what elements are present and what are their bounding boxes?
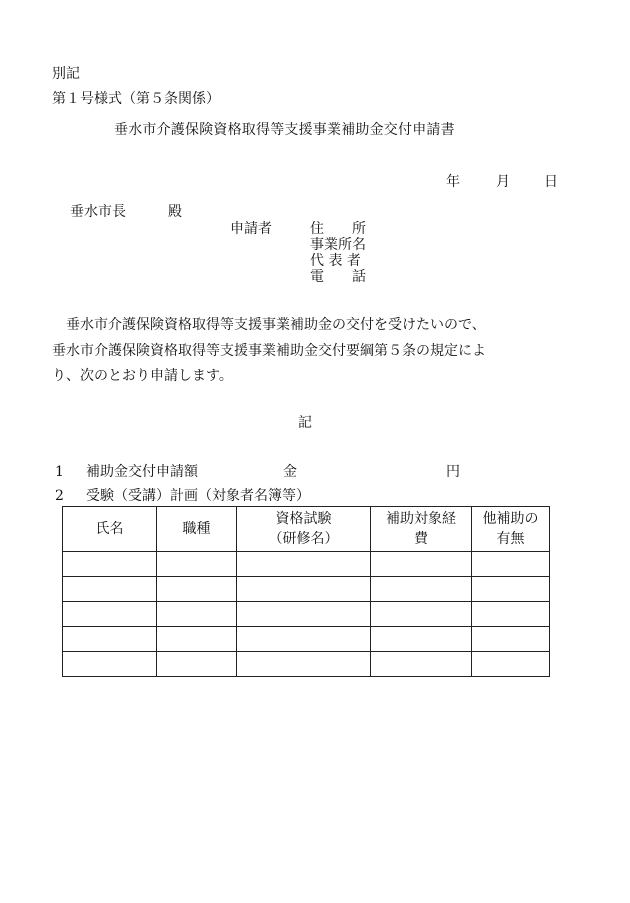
table-header-row [63, 507, 550, 552]
table-cell[interactable] [371, 602, 472, 627]
header-qualification-exam: 資格試験 （研修名） [237, 507, 371, 552]
table-cell[interactable] [472, 627, 550, 652]
table-cell[interactable] [472, 652, 550, 677]
table-cell[interactable] [237, 602, 371, 627]
table-row [63, 602, 550, 627]
table-row [63, 577, 550, 602]
plan-table [62, 506, 550, 677]
table-cell[interactable] [63, 652, 157, 677]
item1-unit: 円 [446, 464, 460, 480]
table-row [63, 627, 550, 652]
body-line-1: 垂水市介護保険資格取得等支援事業補助金の交付を受けたいので、 [52, 317, 486, 333]
table-cell[interactable] [63, 577, 157, 602]
table-cell[interactable] [371, 652, 472, 677]
table-cell[interactable] [63, 602, 157, 627]
business-name-label: 事業所名 [310, 237, 366, 253]
item2-number: 2 [55, 488, 64, 504]
header-other-subsidy: 他補助の 有無 [472, 507, 550, 552]
honorific: 殿 [168, 204, 182, 220]
table-cell[interactable] [157, 577, 237, 602]
document-title: 垂水市介護保険資格取得等支援事業補助金交付申請書 [114, 122, 455, 138]
form-number: 第１号様式（第５条関係） [52, 91, 220, 107]
ki-heading: 記 [298, 415, 312, 431]
item1-currency-prefix: 金 [283, 464, 297, 480]
body-line-2: 垂水市介護保険資格取得等支援事業補助金交付要綱第５条の規定によ [52, 343, 486, 359]
table-cell[interactable] [371, 552, 472, 577]
table-cell[interactable] [237, 577, 371, 602]
table-cell[interactable] [157, 552, 237, 577]
table-cell[interactable] [63, 627, 157, 652]
date-day: 日 [544, 174, 558, 190]
table-cell[interactable] [472, 552, 550, 577]
address-label: 住 所 [310, 221, 366, 237]
table-cell[interactable] [472, 602, 550, 627]
item1-label: 補助金交付申請額 [86, 464, 198, 480]
table-cell[interactable] [63, 552, 157, 577]
item1-number: 1 [55, 464, 64, 480]
table-cell[interactable] [371, 627, 472, 652]
date-month: 月 [496, 174, 510, 190]
table-cell[interactable] [237, 552, 371, 577]
table-cell[interactable] [157, 652, 237, 677]
table-cell[interactable] [472, 577, 550, 602]
table-cell[interactable] [237, 627, 371, 652]
header-occupation: 職種 [157, 507, 237, 552]
table-row [63, 652, 550, 677]
phone-label: 電 話 [310, 269, 366, 285]
annex-label: 別記 [52, 66, 80, 82]
applicant-label: 申請者 [230, 221, 272, 237]
item2-label: 受験（受講）計画（対象者名簿等） [86, 488, 310, 504]
applicant-fields [310, 221, 366, 285]
table-cell[interactable] [371, 577, 472, 602]
body-line-3: り、次のとおり申請します。 [52, 368, 233, 384]
table-cell[interactable] [237, 652, 371, 677]
table-row [63, 552, 550, 577]
table-cell[interactable] [157, 602, 237, 627]
header-eligible-cost: 補助対象経 費 [371, 507, 472, 552]
addressee: 垂水市長 [70, 204, 126, 220]
header-name: 氏名 [63, 507, 157, 552]
representative-label: 代 表 者 [310, 253, 361, 269]
table-cell[interactable] [157, 627, 237, 652]
date-year: 年 [446, 174, 460, 190]
